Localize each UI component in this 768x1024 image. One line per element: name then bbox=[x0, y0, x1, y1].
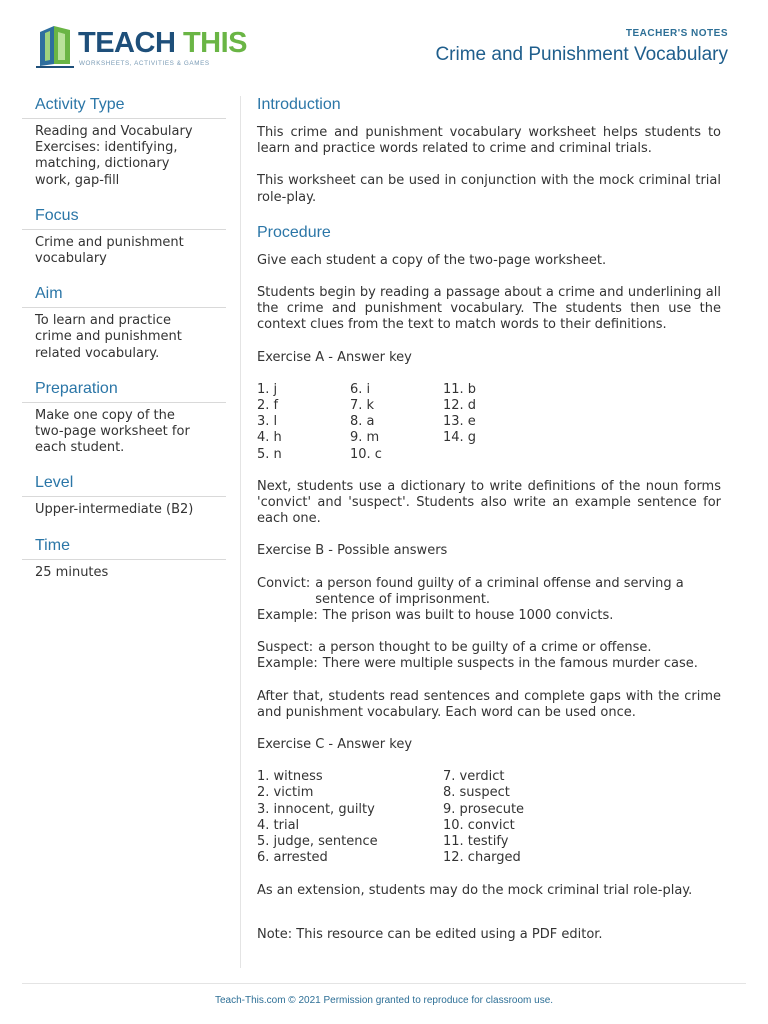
logo-tagline: WORKSHEETS, ACTIVITIES & GAMES bbox=[79, 60, 210, 67]
answer-item: 7. k bbox=[350, 398, 375, 414]
sidebar-text: To learn and practice crime and punishment related vocabulary. bbox=[35, 313, 182, 361]
answer-item: 6. i bbox=[350, 381, 371, 397]
sidebar-text: Crime and punishment vocabulary bbox=[35, 234, 184, 267]
main-content bbox=[257, 94, 721, 959]
sidebar-text: Make one copy of the two-page worksheet for each student. bbox=[35, 407, 190, 456]
answer-item: 2. victim bbox=[257, 785, 314, 801]
time-block bbox=[22, 535, 226, 581]
convict-definition bbox=[257, 576, 721, 625]
answer-item: 1. j bbox=[257, 381, 278, 397]
answer-item: 5. n bbox=[257, 446, 282, 462]
logo-word-teach: TEACH bbox=[78, 27, 176, 59]
book-logo-icon bbox=[36, 24, 76, 68]
teach-this-logo bbox=[36, 24, 248, 70]
answer-item: 4. trial bbox=[257, 817, 300, 833]
exercise-a-answer-key bbox=[257, 382, 721, 463]
answer-item: 2. f bbox=[257, 398, 279, 414]
definition-label: Convict: bbox=[257, 575, 311, 591]
answer-item: 9. m bbox=[350, 430, 380, 446]
procedure-paragraph: Students begin by reading a passage about a crime and underlining all the crime and punishment vocabulary. The students then use the context clues from the text to match words to their definitions. bbox=[257, 285, 721, 333]
answer-item: 11. b bbox=[443, 381, 477, 397]
editing-note: Note: This resource can be edited using a PDF editor. bbox=[257, 926, 603, 942]
column-divider bbox=[240, 96, 241, 968]
procedure-paragraph: Give each student a copy of the two-page worksheet. bbox=[257, 252, 607, 268]
answer-item: 10. c bbox=[350, 446, 382, 462]
exercise-c-title: Exercise C - Answer key bbox=[257, 737, 413, 753]
sidebar-heading: Time bbox=[22, 535, 226, 560]
answer-item: 3. l bbox=[257, 414, 278, 430]
answer-item: 13. e bbox=[443, 414, 476, 430]
footer-divider bbox=[22, 983, 746, 984]
answer-item: 10. convict bbox=[443, 817, 515, 833]
level-block bbox=[22, 472, 226, 518]
answer-item: 3. innocent, guilty bbox=[257, 801, 375, 817]
teachers-notes-label: TEACHER'S NOTES bbox=[625, 28, 728, 39]
intro-paragraph: This crime and punishment vocabulary worksheet helps students to learn and practice words related to crime and criminal trials. bbox=[257, 125, 721, 157]
answer-item: 9. prosecute bbox=[443, 801, 525, 817]
definition-label: Suspect: bbox=[257, 640, 314, 656]
introduction-heading: Introduction bbox=[257, 96, 341, 113]
page-title: Crime and Punishment Vocabulary bbox=[435, 44, 728, 65]
focus-block bbox=[22, 205, 226, 267]
footer-copyright: Teach-This.com © 2021 Permission granted to reproduce for classroom use. bbox=[214, 995, 554, 1006]
logo-word-this: THIS bbox=[182, 27, 248, 59]
answer-item: 8. a bbox=[350, 414, 375, 430]
sidebar bbox=[22, 94, 226, 597]
sidebar-text: Upper-intermediate (B2) bbox=[35, 502, 194, 518]
answer-item: 8. suspect bbox=[443, 785, 510, 801]
example-text: There were multiple suspects in the famous murder case. bbox=[322, 656, 698, 672]
definition-text: a person found guilty of a criminal offense and serving a sentence of imprisonment. bbox=[315, 575, 684, 607]
answer-item: 11. testify bbox=[443, 834, 509, 850]
answer-item: 6. arrested bbox=[257, 850, 328, 866]
answer-item: 12. charged bbox=[443, 850, 521, 866]
answer-item: 4. h bbox=[257, 430, 282, 446]
exercise-b-title: Exercise B - Possible answers bbox=[257, 543, 448, 559]
sidebar-text: Reading and Vocabulary Exercises: identifying, matching, dictionary work, gap-fill bbox=[35, 124, 193, 188]
sidebar-text: 25 minutes bbox=[35, 564, 109, 580]
aim-block bbox=[22, 283, 226, 362]
activity-type-block bbox=[22, 94, 226, 189]
sidebar-heading: Aim bbox=[22, 283, 226, 308]
procedure-paragraph: After that, students read sentences and complete gaps with the crime and punishment vocabulary. Each word can be used once. bbox=[257, 688, 721, 720]
preparation-block bbox=[22, 378, 226, 457]
example-label: Example: bbox=[257, 656, 318, 672]
answer-item: 12. d bbox=[443, 398, 477, 414]
exercise-a-title: Exercise A - Answer key bbox=[257, 349, 412, 365]
answer-item: 7. verdict bbox=[443, 769, 505, 785]
answer-item: 1. witness bbox=[257, 769, 323, 785]
procedure-paragraph: As an extension, students may do the mock criminal trial role-play. bbox=[257, 882, 693, 898]
example-text: The prison was built to house 1000 convicts. bbox=[322, 608, 614, 624]
procedure-paragraph: Next, students use a dictionary to write definitions of the noun forms 'convict' and 'suspect'. Students also write an example sentence for each one. bbox=[257, 478, 721, 527]
sidebar-heading: Preparation bbox=[22, 378, 226, 403]
definition-text: a person thought to be guilty of a crime or offense. bbox=[318, 640, 652, 656]
intro-paragraph: This worksheet can be used in conjunction with the mock criminal trial role-play. bbox=[257, 173, 721, 205]
sidebar-heading: Level bbox=[22, 472, 226, 497]
example-label: Example: bbox=[257, 608, 318, 624]
exercise-c-answer-key bbox=[257, 769, 721, 866]
answer-item bbox=[443, 447, 543, 463]
suspect-definition bbox=[257, 640, 721, 672]
procedure-heading: Procedure bbox=[257, 223, 331, 241]
answer-item: 14. g bbox=[443, 430, 477, 446]
sidebar-heading: Activity Type bbox=[22, 94, 226, 119]
answer-item: 5. judge, sentence bbox=[257, 834, 378, 850]
sidebar-heading: Focus bbox=[22, 205, 226, 230]
